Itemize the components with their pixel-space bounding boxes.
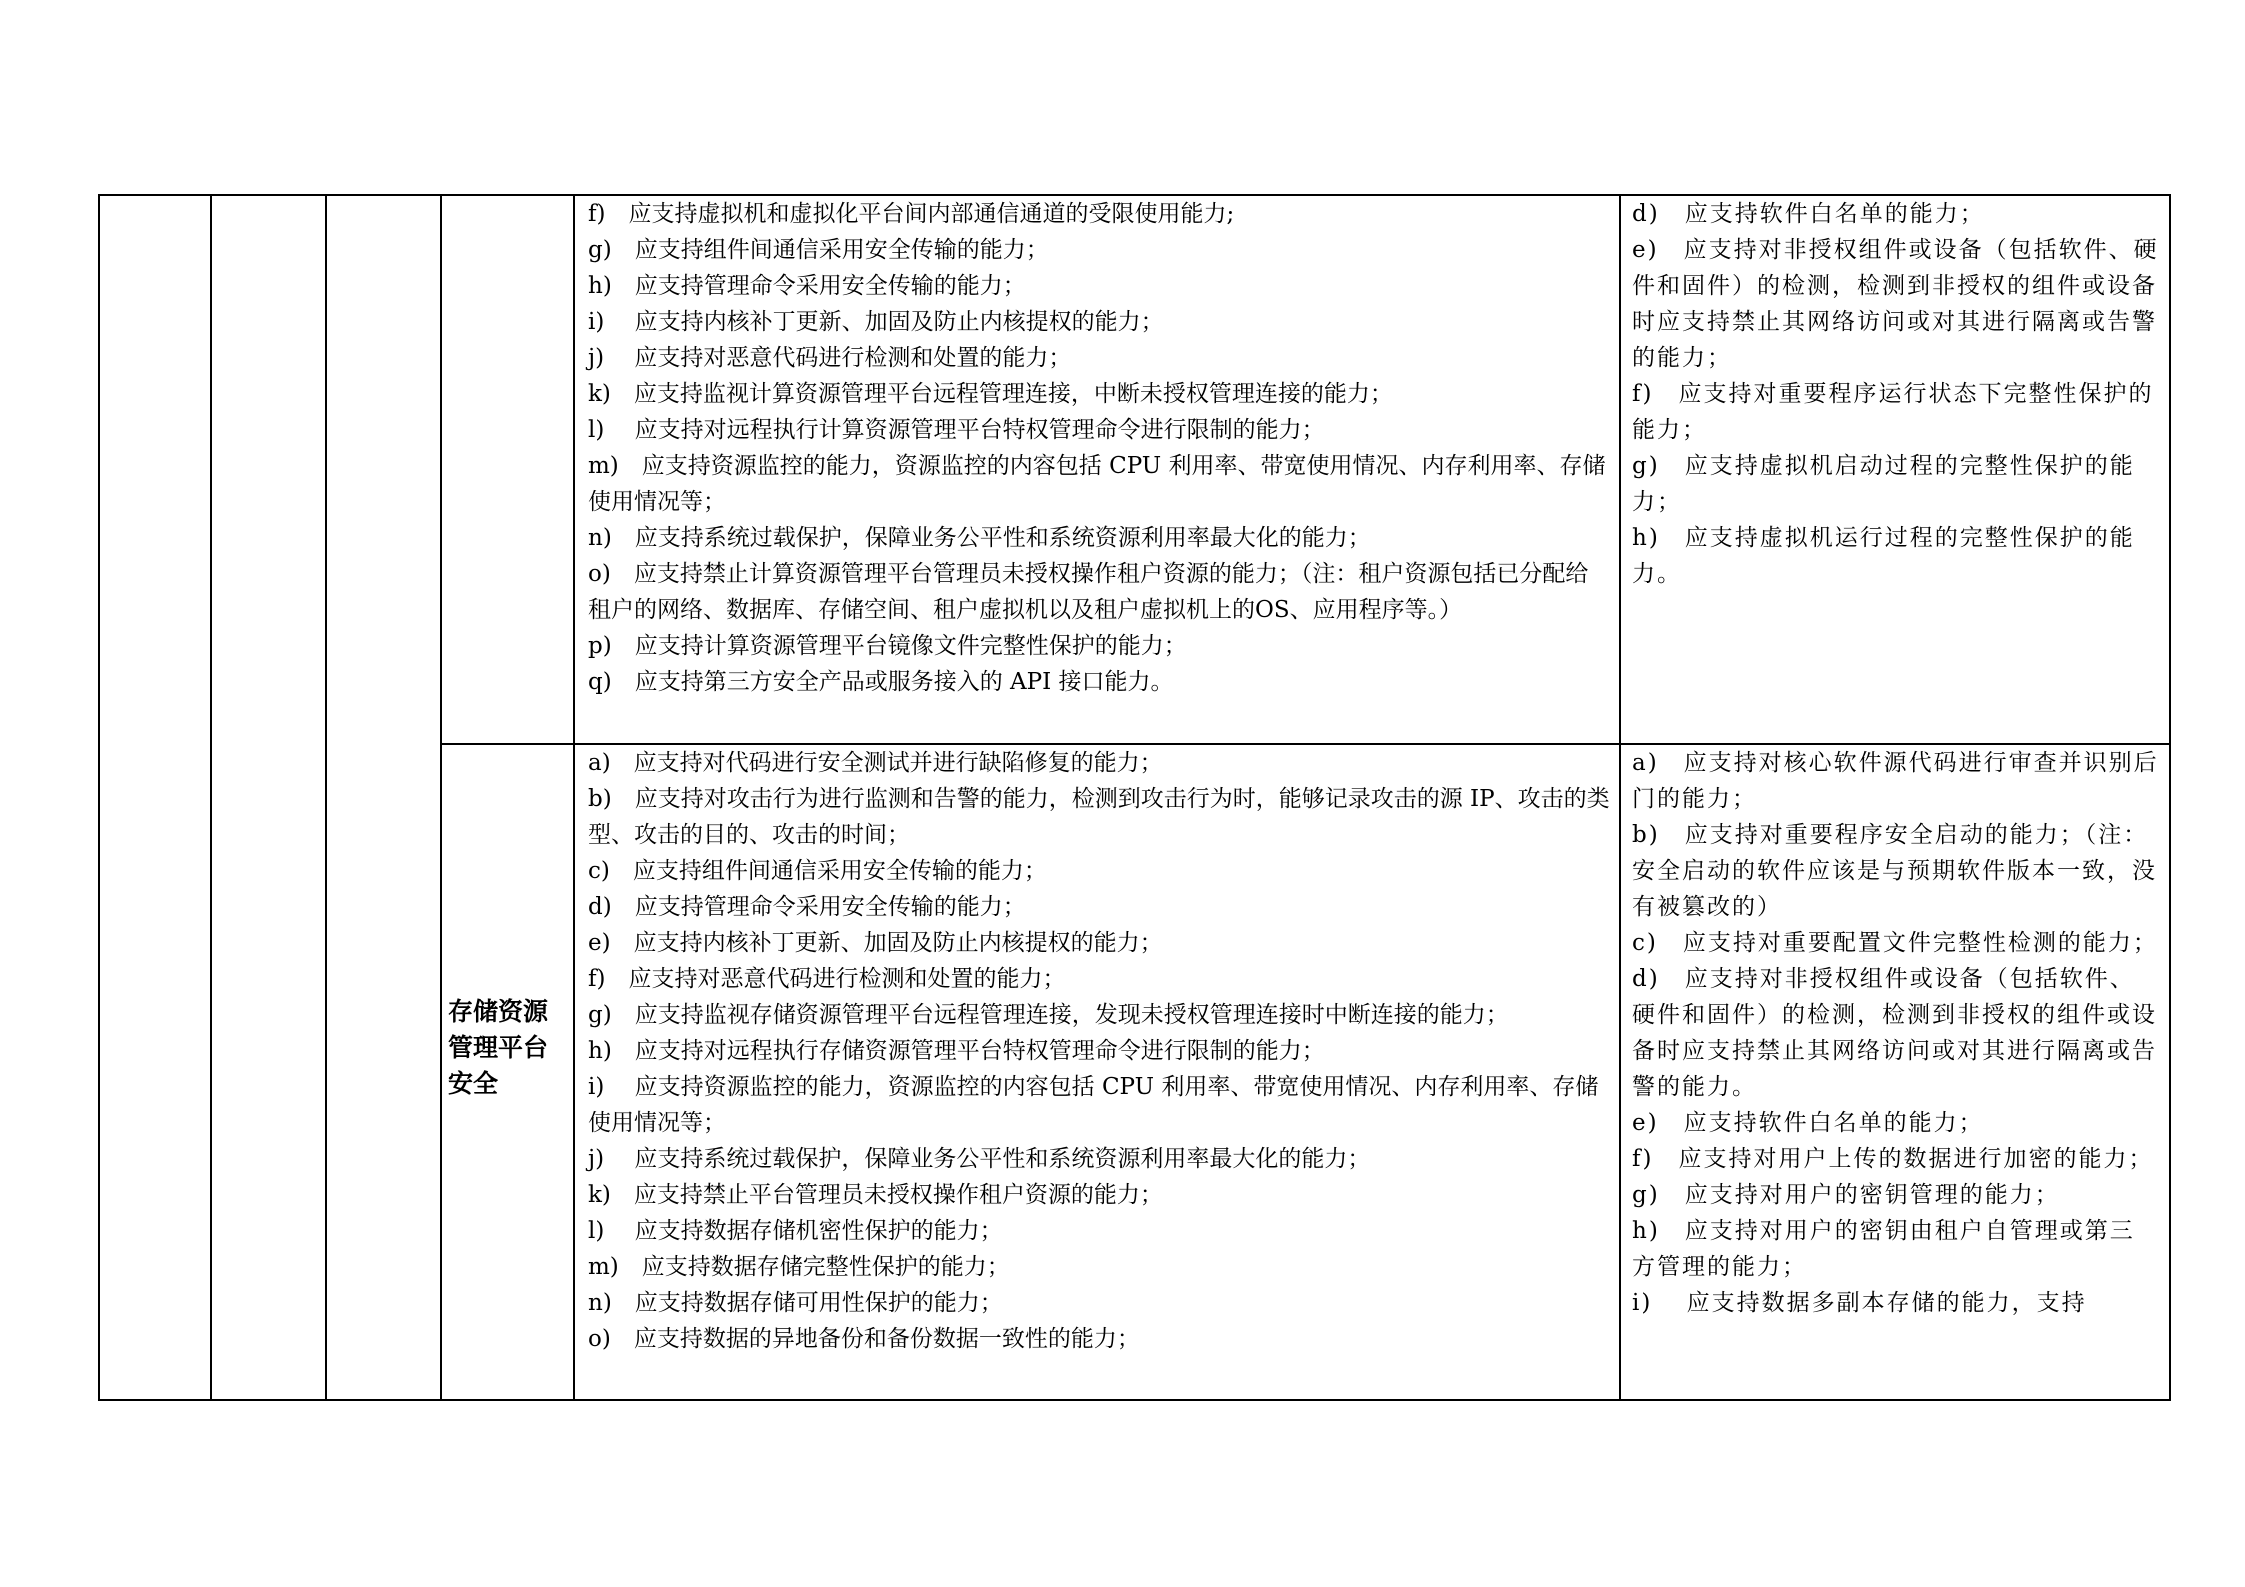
- list-item: d) 应支持对非授权组件或设备（包括软件、硬件和固件）的检测，检测到非授权的组件或设备时应支持禁止其网络访问或对其进行隔离或告警的能力。: [1632, 966, 2157, 1100]
- column-divider: [440, 194, 442, 1400]
- list-item: k) 应支持监视计算资源管理平台远程管理连接，中断未授权管理连接的能力；: [588, 381, 1393, 407]
- row1-enhanced-cell: [1620, 196, 2169, 742]
- list-item: m) 应支持资源监控的能力，资源监控的内容包括 CPU 利用率、带宽使用情况、内存利用率、存储使用情况等；: [588, 453, 1606, 515]
- row2-requirements-cell: [574, 745, 1619, 1399]
- list-item: n) 应支持系统过载保护，保障业务公平性和系统资源利用率最大化的能力；: [588, 525, 1371, 551]
- list-item: e) 应支持对非授权组件或设备（包括软件、硬件和固件）的检测，检测到非授权的组件或设备时应支持禁止其网络访问或对其进行隔离或告警的能力；: [1632, 237, 2159, 371]
- list-item: l) 应支持对远程执行计算资源管理平台特权管理命令进行限制的能力；: [588, 417, 1325, 443]
- list-item: e) 应支持软件白名单的能力；: [1632, 1110, 1984, 1136]
- list-item: h) 应支持对用户的密钥由租户自管理或第三方管理的能力；: [1632, 1218, 2135, 1280]
- list-item: d) 应支持管理命令采用安全传输的能力；: [588, 894, 1026, 920]
- list-item: k) 应支持禁止平台管理员未授权操作租户资源的能力；: [588, 1182, 1163, 1208]
- list-item: j) 应支持系统过载保护，保障业务公平性和系统资源利用率最大化的能力；: [588, 1146, 1371, 1172]
- column-divider: [325, 194, 327, 1400]
- list-item: j) 应支持对恶意代码进行检测和处置的能力；: [588, 345, 1072, 371]
- list-item: q) 应支持第三方安全产品或服务接入的 API 接口能力。: [588, 669, 1174, 695]
- list-item: g) 应支持对用户的密钥管理的能力；: [1632, 1182, 2060, 1208]
- list-item: i) 应支持内核补丁更新、加固及防止内核提权的能力；: [588, 309, 1164, 335]
- row1-requirements-cell: [574, 196, 1619, 742]
- list-item: g) 应支持虚拟机启动过程的完整性保护的能力；: [1632, 453, 2135, 515]
- list-item: f) 应支持对用户上传的数据进行加密的能力；: [1632, 1146, 2154, 1172]
- list-item: l) 应支持数据存储机密性保护的能力；: [588, 1218, 1003, 1244]
- list-item: m) 应支持数据存储完整性保护的能力；: [588, 1254, 1010, 1280]
- list-item: f) 应支持虚拟机和虚拟化平台间内部通信通道的受限使用能力;: [588, 201, 1235, 227]
- list-item: n) 应支持数据存储可用性保护的能力；: [588, 1290, 1003, 1316]
- list-item: f) 应支持对重要程序运行状态下完整性保护的能力；: [1632, 381, 2154, 443]
- table-border-right: [2169, 194, 2171, 1400]
- list-item: p) 应支持计算资源管理平台镜像文件完整性保护的能力；: [588, 633, 1187, 659]
- list-item: i) 应支持资源监控的能力，资源监控的内容包括 CPU 利用率、带宽使用情况、内存利用率、存储使用情况等；: [588, 1074, 1599, 1136]
- row2-enhanced-cell: [1620, 745, 2169, 1399]
- list-item: i) 应支持数据多副本存储的能力，支持: [1632, 1290, 2087, 1316]
- column-divider: [210, 194, 212, 1400]
- list-item: o) 应支持禁止计算资源管理平台管理员未授权操作租户资源的能力；（注：租户资源包括已分配给租户的网络、数据库、存储空间、租户虚拟机以及租户虚拟机上的OS、应用程序等。）: [588, 561, 1589, 623]
- list-item: h) 应支持虚拟机运行过程的完整性保护的能力。: [1632, 525, 2135, 587]
- table-border-bottom: [98, 1399, 2171, 1401]
- table-border-left: [98, 194, 100, 1400]
- list-item: g) 应支持监视存储资源管理平台远程管理连接，发现未授权管理连接时中断连接的能力；: [588, 1002, 1509, 1028]
- list-item: c) 应支持组件间通信采用安全传输的能力；: [588, 858, 1047, 884]
- list-item: h) 应支持对远程执行存储资源管理平台特权管理命令进行限制的能力；: [588, 1038, 1325, 1064]
- list-item: b) 应支持对重要程序安全启动的能力；（注：安全启动的软件应该是与预期软件版本一致，没有被篡改的）: [1632, 822, 2157, 920]
- list-item: g) 应支持组件间通信采用安全传输的能力；: [588, 237, 1049, 263]
- list-item: a) 应支持对核心软件源代码进行审查并识别后门的能力；: [1632, 750, 2159, 812]
- list-item: e) 应支持内核补丁更新、加固及防止内核提权的能力；: [588, 930, 1163, 956]
- list-item: h) 应支持管理命令采用安全传输的能力；: [588, 273, 1026, 299]
- section-label: 存储资源管理平台安全: [448, 997, 549, 1098]
- list-item: d) 应支持软件白名单的能力；: [1632, 201, 1985, 227]
- list-item: b) 应支持对攻击行为进行监测和告警的能力，检测到攻击行为时，能够记录攻击的源 IP、攻击的类型、攻击的目的、攻击的时间；: [588, 786, 1610, 848]
- list-item: f) 应支持对恶意代码进行检测和处置的能力；: [588, 966, 1066, 992]
- list-item: o) 应支持数据的异地备份和备份数据一致性的能力；: [588, 1326, 1140, 1352]
- list-item: c) 应支持对重要配置文件完整性检测的能力；: [1632, 930, 2158, 956]
- list-item: a) 应支持对代码进行安全测试并进行缺陷修复的能力；: [588, 750, 1163, 776]
